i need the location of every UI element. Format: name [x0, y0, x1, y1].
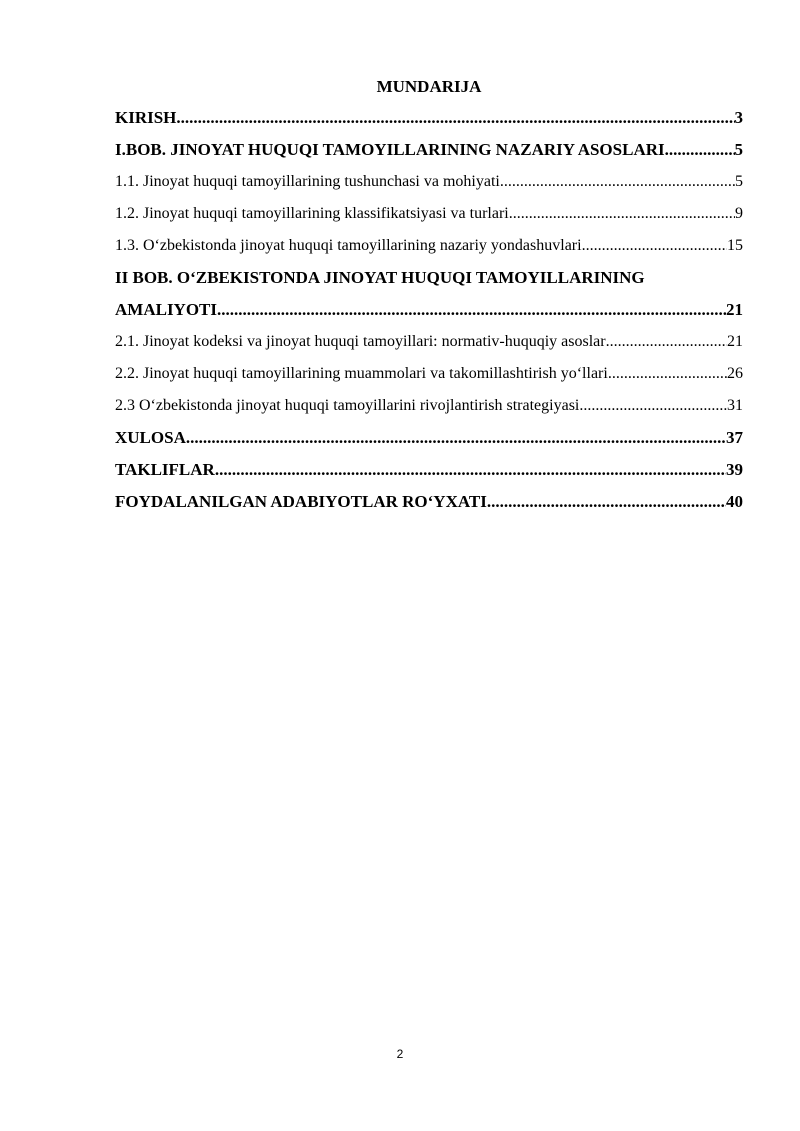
- dot-leader: [487, 486, 726, 518]
- toc-entry-page: 39: [726, 460, 743, 479]
- toc-entry-page: 40: [726, 492, 743, 511]
- toc-entry-label: XULOSA: [115, 428, 186, 447]
- toc-entry-label: FOYDALANILGAN ADABIYOTLAR RO‘YXATI: [115, 492, 487, 511]
- toc-entry-label: 2.2. Jinoyat huquqi tamoyillarining muammolari va takomillashtirish yo‘llari: [115, 365, 608, 382]
- toc-entry-page: 31: [727, 397, 743, 414]
- toc-entry-label: KIRISH: [115, 108, 177, 127]
- dot-leader: [215, 454, 726, 486]
- dot-leader: [509, 198, 735, 230]
- dot-leader: [608, 358, 727, 390]
- dot-leader: [217, 294, 726, 326]
- toc-entry-label: I.BOB. JINOYAT HUQUQI TAMOYILLARINING NAZARIY ASOSLARI: [115, 140, 665, 159]
- toc-entry-page: 26: [727, 365, 743, 382]
- toc-entry-label: 1.2. Jinoyat huquqi tamoyillarining klassifikatsiyasi va turlari: [115, 205, 509, 222]
- dot-leader: [186, 422, 726, 454]
- toc-entry-page: 37: [726, 428, 743, 447]
- toc-entry-chapter-1[interactable]: [115, 134, 743, 166]
- dot-leader: [606, 326, 727, 358]
- toc-entry-label: 2.1. Jinoyat kodeksi va jinoyat huquqi tamoyillari: normativ-huquqiy asoslar: [115, 333, 606, 350]
- toc-entry-takliflar[interactable]: [115, 454, 743, 486]
- toc-entry-section-1-2[interactable]: [115, 198, 743, 230]
- dot-leader: [579, 390, 727, 422]
- toc-entry-page: 5: [734, 140, 743, 159]
- dot-leader: [176, 102, 734, 134]
- table-of-contents: [115, 102, 743, 518]
- toc-entry-page: 21: [726, 300, 743, 319]
- dot-leader: [665, 134, 735, 166]
- toc-entry-adabiyotlar[interactable]: [115, 486, 743, 518]
- toc-entry-xulosa[interactable]: [115, 422, 743, 454]
- toc-entry-page: 3: [734, 108, 743, 127]
- toc-entry-label: TAKLIFLAR: [115, 460, 215, 479]
- toc-entry-section-2-2[interactable]: [115, 358, 743, 390]
- page-number: 2: [396, 1047, 404, 1061]
- toc-entry-page: 15: [727, 237, 743, 254]
- toc-entry-label: 1.1. Jinoyat huquqi tamoyillarining tushunchasi va mohiyati: [115, 173, 500, 190]
- toc-entry-kirish[interactable]: [115, 102, 743, 134]
- toc-entry-chapter-2-heading[interactable]: II BOB. O‘ZBEKISTONDA JINOYAT HUQUQI TAMOYILLARINING: [115, 268, 645, 287]
- toc-entry-label: AMALIYOTI: [115, 300, 218, 319]
- toc-entry-chapter-2[interactable]: [115, 294, 743, 326]
- toc-entry-section-2-3[interactable]: [115, 390, 743, 422]
- toc-title: MUNDARIJA: [376, 77, 482, 96]
- toc-entry-page: 9: [735, 205, 743, 222]
- toc-entry-section-2-1[interactable]: [115, 326, 743, 358]
- toc-entry-section-1-1[interactable]: [115, 166, 743, 198]
- document-page: [115, 72, 743, 518]
- toc-entry-page: 5: [735, 173, 743, 190]
- dot-leader: [582, 230, 727, 262]
- dot-leader: [500, 166, 735, 198]
- toc-entry-section-1-3[interactable]: [115, 230, 743, 262]
- toc-entry-page: 21: [727, 333, 743, 350]
- toc-entry-label: 2.3 O‘zbekistonda jinoyat huquqi tamoyillarini rivojlantirish strategiyasi: [115, 397, 580, 414]
- toc-entry-label: 1.3. O‘zbekistonda jinoyat huquqi tamoyillarining nazariy yondashuvlari: [115, 237, 582, 254]
